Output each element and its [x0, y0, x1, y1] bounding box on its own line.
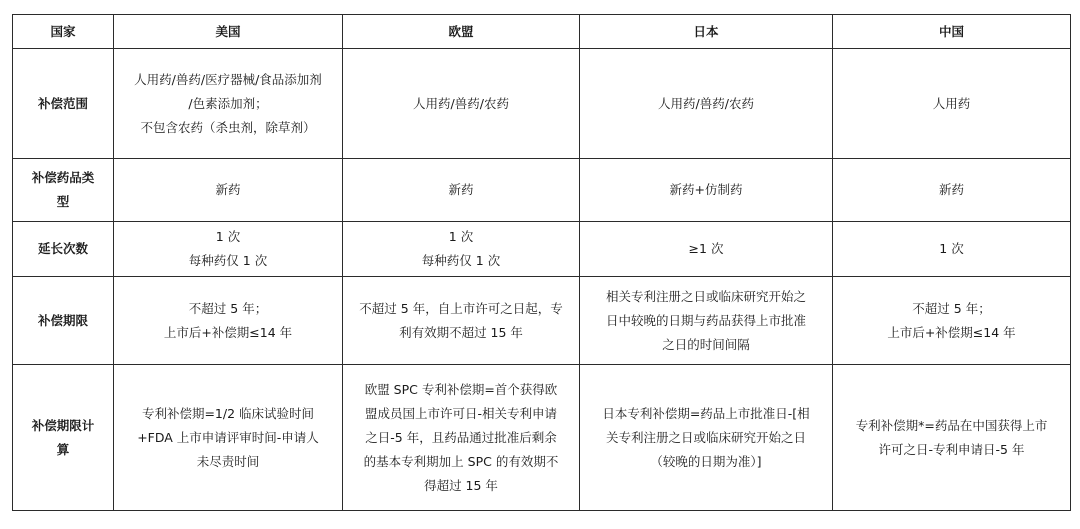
- row-label-scope: [13, 49, 114, 159]
- cell-line: 人用药/兽药/农药: [658, 95, 754, 111]
- row-label-drug-type: [13, 159, 114, 222]
- cell-scope-eu: [343, 49, 580, 159]
- header-row: [13, 15, 1071, 49]
- cell-line: 1 次: [215, 229, 241, 244]
- cell-line: 的基本专利期加上 SPC 的有效期不: [363, 453, 559, 469]
- row-label-line: 补偿期限: [37, 312, 88, 328]
- table-row-compensation-term: [13, 277, 1071, 365]
- header-china: 中国: [833, 15, 1071, 49]
- cell-line: 未尽责时间: [196, 453, 260, 469]
- cell-line: 新药: [938, 182, 964, 197]
- cell-line: 利有效期不超过 15 年: [399, 324, 523, 340]
- cell-line: 人用药/兽药/医疗器械/食品添加剂: [134, 71, 322, 87]
- cell-line: 盟成员国上市许可日-相关专利申请: [364, 405, 557, 421]
- table-row-term-calculation: [13, 365, 1071, 511]
- cell-line: 不超过 5 年，自上市许可之日起，专: [359, 300, 563, 316]
- header-us: 美国: [114, 15, 343, 49]
- cell-line: 专利补偿期*=药品在中国获得上市: [855, 417, 1048, 433]
- row-label-line: 型: [56, 194, 70, 209]
- cell-extension-count-us: [114, 222, 343, 277]
- cell-line: 人用药/兽药/农药: [413, 95, 509, 111]
- cell-line: 1 次: [939, 241, 964, 256]
- cell-scope-china: [833, 49, 1071, 159]
- cell-term-calculation-china: [833, 365, 1071, 511]
- header-country: 国家: [13, 15, 114, 49]
- cell-line: 1 次: [448, 229, 474, 244]
- row-label-line: 补偿药品类: [31, 170, 95, 185]
- cell-line: ≥1 次: [688, 241, 724, 256]
- row-label-term-calculation: [13, 365, 114, 511]
- cell-line: 专利补偿期=1/2 临床试验时间: [141, 405, 315, 421]
- row-label-line: 算: [56, 441, 70, 457]
- cell-line: +FDA 上市申请评审时间-申请人: [137, 429, 319, 445]
- cell-line: 日中较晚的日期与药品获得上市批准: [605, 312, 806, 328]
- header-japan: 日本: [580, 15, 833, 49]
- cell-line: 新药: [448, 182, 474, 197]
- cell-line: 许可之日-专利申请日-5 年: [878, 441, 1025, 457]
- row-label-line: 延长次数: [37, 241, 88, 256]
- cell-term-calculation-us: [114, 365, 343, 511]
- cell-line: 不超过 5 年；: [188, 300, 268, 316]
- cell-line: 每种药仅 1 次: [421, 253, 501, 268]
- cell-line: 新药: [215, 182, 241, 197]
- cell-line: /色素添加剂；: [188, 95, 268, 111]
- table-row-extension-count: [13, 222, 1071, 277]
- cell-extension-count-china: [833, 222, 1071, 277]
- cell-line: 人用药: [932, 95, 971, 111]
- cell-line: 日本专利补偿期=药品上市批准日-[相: [602, 405, 810, 421]
- cell-line: 关专利注册之日或临床研究开始之日: [605, 429, 806, 445]
- row-label-line: 补偿期限计: [31, 417, 95, 433]
- cell-line: 相关专利注册之日或临床研究开始之: [605, 288, 806, 304]
- cell-compensation-term-china: [833, 277, 1071, 365]
- cell-line: 新药+仿制药: [669, 182, 743, 197]
- cell-scope-japan: [580, 49, 833, 159]
- table-row-scope: [13, 49, 1071, 159]
- cell-compensation-term-us: [114, 277, 343, 365]
- cell-term-calculation-eu: [343, 365, 580, 511]
- cell-line: 之日的时间间隔: [662, 336, 750, 352]
- cell-compensation-term-japan: [580, 277, 833, 365]
- cell-compensation-term-eu: [343, 277, 580, 365]
- cell-drug-type-us: [114, 159, 343, 222]
- cell-line: 上市后+补偿期≤14 年: [163, 324, 293, 340]
- cell-line: 得超过 15 年: [424, 477, 498, 493]
- header-eu: 欧盟: [343, 15, 580, 49]
- comparison-table: [12, 14, 1071, 511]
- row-label-extension-count: [13, 222, 114, 277]
- cell-line: 之日-5 年，且药品通过批准后剩余: [365, 429, 557, 445]
- cell-drug-type-japan: [580, 159, 833, 222]
- cell-drug-type-eu: [343, 159, 580, 222]
- table-row-drug-type: [13, 159, 1071, 222]
- cell-line: 上市后+补偿期≤14 年: [887, 324, 1016, 340]
- cell-extension-count-japan: [580, 222, 833, 277]
- cell-line: 不包含农药（杀虫剂，除草剂）: [140, 119, 316, 135]
- cell-line: 每种药仅 1 次: [188, 253, 268, 268]
- cell-line: 欧盟 SPC 专利补偿期=首个获得欧: [364, 381, 558, 397]
- cell-term-calculation-japan: [580, 365, 833, 511]
- cell-line: 不超过 5 年；: [912, 300, 991, 316]
- cell-line: （较晚的日期为准）]: [650, 453, 762, 469]
- row-label-line: 补偿范围: [37, 95, 88, 111]
- cell-scope-us: [114, 49, 343, 159]
- row-label-compensation-term: [13, 277, 114, 365]
- cell-drug-type-china: [833, 159, 1071, 222]
- cell-extension-count-eu: [343, 222, 580, 277]
